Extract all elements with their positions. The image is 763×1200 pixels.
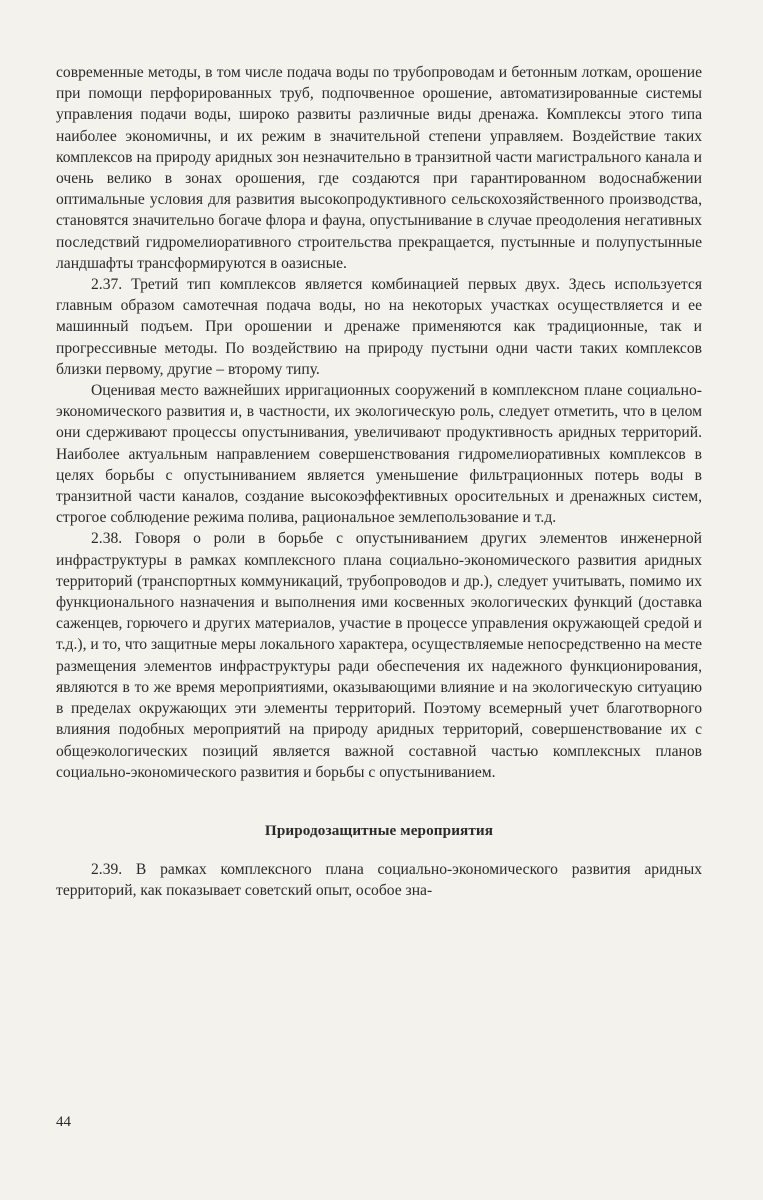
- paragraph-assessment: Оценивая место важнейших ирригационных сооружений в комплексном плане социально-экономического развития и, в частности, их экологическую роль, следует отметить, что в целом они сдерживают процессы опустынивания, увеличивают продуктивность аридных территорий. Наиболее актуальным направлением совершенствования гидромелиоративных комплексов в целях борьбы с опустыниванием является уменьшение фильтрационных потерь воды в транзитной части каналов, создание высокоэффективных оросительных и дренажных систем, строгое соблюдение режима полива, рациональное землепользование и т.д.: [56, 382, 702, 527]
- paragraph-2-38: 2.38. Говоря о роли в борьбе с опустыниванием других элементов инженерной инфраструктуры в рамках комплексного плана социально-экономического развития аридных территорий (транспортных коммуникаций, трубопроводов и др.), следует учитывать, помимо их функционального назначения и выполнения ими косвенных экологических функций (доставка саженцев, горючего и других материалов, участие в процессе управления окружающей средой и т.д.), и то, что защитные меры локального характера, осуществляемые непосредственно на месте размещения элементов инфраструктуры ради обеспечения их надежного функционирования, являются в то же время мероприятиями, оказывающими влияние и на экологическую ситуацию в пределах окружающих эти элементы территорий. Поэтому всемерный учет благотворного влияния подобных мероприятий на природу аридных территорий, совершенствование их с общеэкологических позиций является важной составной частью комплексных планов социально-экономического развития и борьбы с опустыниванием.: [56, 530, 702, 781]
- page-body: [56, 62, 702, 902]
- page-number: 44: [56, 1114, 71, 1130]
- paragraph-2-39: 2.39. В рамках комплексного плана социально-экономического развития аридных территорий, как показывает советский опыт, особое зна-: [56, 861, 702, 900]
- paragraph-2-37: 2.37. Третий тип комплексов является комбинацией первых двух. Здесь используется главным образом самотечная подача воды, но на некоторых участках осуществляется и ее машинный подъем. При орошении и дренаже применяются как традиционные, так и прогрессивные методы. По воздействию на природу пустыни одни части таких комплексов близки первому, другие – второму типу.: [56, 276, 702, 378]
- paragraph-continuation: современные методы, в том числе подача воды по трубопроводам и бетонным лоткам, орошение при помощи перфорированных труб, подпочвенное орошение, автоматизированные системы управления подачи воды, широко развиты различные виды дренажа. Комплексы этого типа наиболее экономичны, и их режим в значительной степени управляем. Воздействие таких комплексов на природу аридных зон незначительно в транзитной части магистрального канала и очень велико в зонах орошения, где создаются при гарантированном водоснабжении оптимальные условия для развития высокопродуктивного сельскохозяйственного производства, становятся значительно богаче флора и фауна, опустынивание в случае преодоления негативных последствий гидромелиоративного строительства прекращается, пустынные и полупустынные ландшафты трансформируются в оазисные.: [56, 64, 702, 272]
- section-heading: Природозащитные мероприятия: [264, 821, 494, 839]
